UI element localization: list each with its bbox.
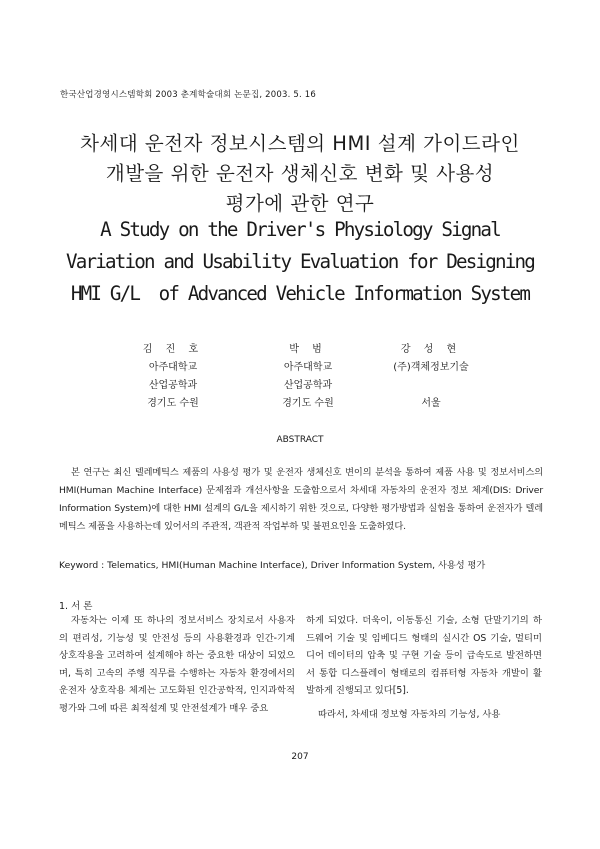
title-korean-line-1: 차세대 운전자 정보시스템의 HMI 설계 가이드라인 [80,132,520,155]
author-1 [108,341,238,413]
author-affiliation: (주)객체정보기술 [393,362,469,373]
title-korean-line-3: 평가에 관한 연구 [225,192,375,215]
author-2 [243,341,373,413]
abstract-text [59,464,543,536]
title-english-line-2: Variation and Usability Evaluation for Designing [65,250,535,273]
body-column-left [59,612,295,718]
body-paragraph: 하게 되었다. 더욱이, 이동통신 기술, 소형 단말기기의 하드웨어 기술 및 임베디드 형태의 실시간 OS 기술, 멀티미디어 데이터의 압축 및 구현 기술 등이 급속도로 발전하면서 통합 디스플레이 형태로의 컴퓨터형 자동차 개발이 활발하게 진행되고 있다[5]. [306,615,542,697]
body-paragraph: 따라서, 차세대 정보형 자동차의 기능성, 사용 [318,708,501,720]
author-department [366,377,496,395]
section-heading: 1. 서 론 [59,601,93,612]
author-3 [366,341,496,413]
title-english-line-1: A Study on the Driver's Physiology Signal [100,218,500,241]
author-department: 산업공학과 [148,380,198,391]
abstract-paragraph: 본 연구는 최신 텔레메틱스 제품의 사용성 평가 및 운전자 생체신호 변이의 분석을 통하여 제품 사용 및 정보서비스의 HMI(Human Machine Interface) 문제점과 개선사항을 도출함으로서 차세대 자동차의 운전자 정보 체계(DIS: Driver Information System)에 대한 HMI 설계의 G/L을 제시하기 위한 것으로, 다양한 평가방법과 실험을 통하여 운전자가 텔레메틱스 제품을 사용하는데 있어서의 주관적, 객관적 작업부하 및 불편요인을 도출하였다. [59,467,543,532]
conference-header: 한국산업경영시스템학회 2003 춘계학술대회 논문집, 2003. 5. 16 [60,90,317,100]
author-location: 경기도 수원 [147,398,199,409]
page-number: 207 [291,752,309,762]
author-name: 강 성 현 [400,344,462,355]
body-column-right [306,612,542,724]
abstract-heading: ABSTRACT [276,435,324,445]
body-paragraph: 자동차는 이제 또 하나의 정보서비스 장치로서 사용자의 편리성, 기능성 및 안전성 등의 사용환경과 인간-기계 상호작용을 고려하여 설계해야 하는 중요한 대상이 되었으며, 특히 고속의 주행 직무를 수행하는 자동차 환경에서의 운전자 상호작용 체계는 고도화된 인간공학적, 인지과학적 평가와 그에 따른 최적설계 및 안전설계가 매우 중요 [59,615,295,714]
keywords: Keyword : Telematics, HMI(Human Machine Interface), Driver Information System, 사용성 평가 [59,560,486,571]
author-name: 박 범 [289,344,327,355]
author-name: 김 진 호 [142,344,204,355]
author-location: 서울 [421,398,441,409]
author-department: 산업공학과 [283,380,333,391]
title-korean-line-2: 개발을 위한 운전자 생체신호 변화 및 사용성 [105,162,495,185]
author-affiliation: 아주대학교 [283,362,333,373]
author-location: 경기도 수원 [282,398,334,409]
author-affiliation: 아주대학교 [148,362,198,373]
title-english-line-3: HMI G/L of Advanced Vehicle Information System [70,282,530,305]
